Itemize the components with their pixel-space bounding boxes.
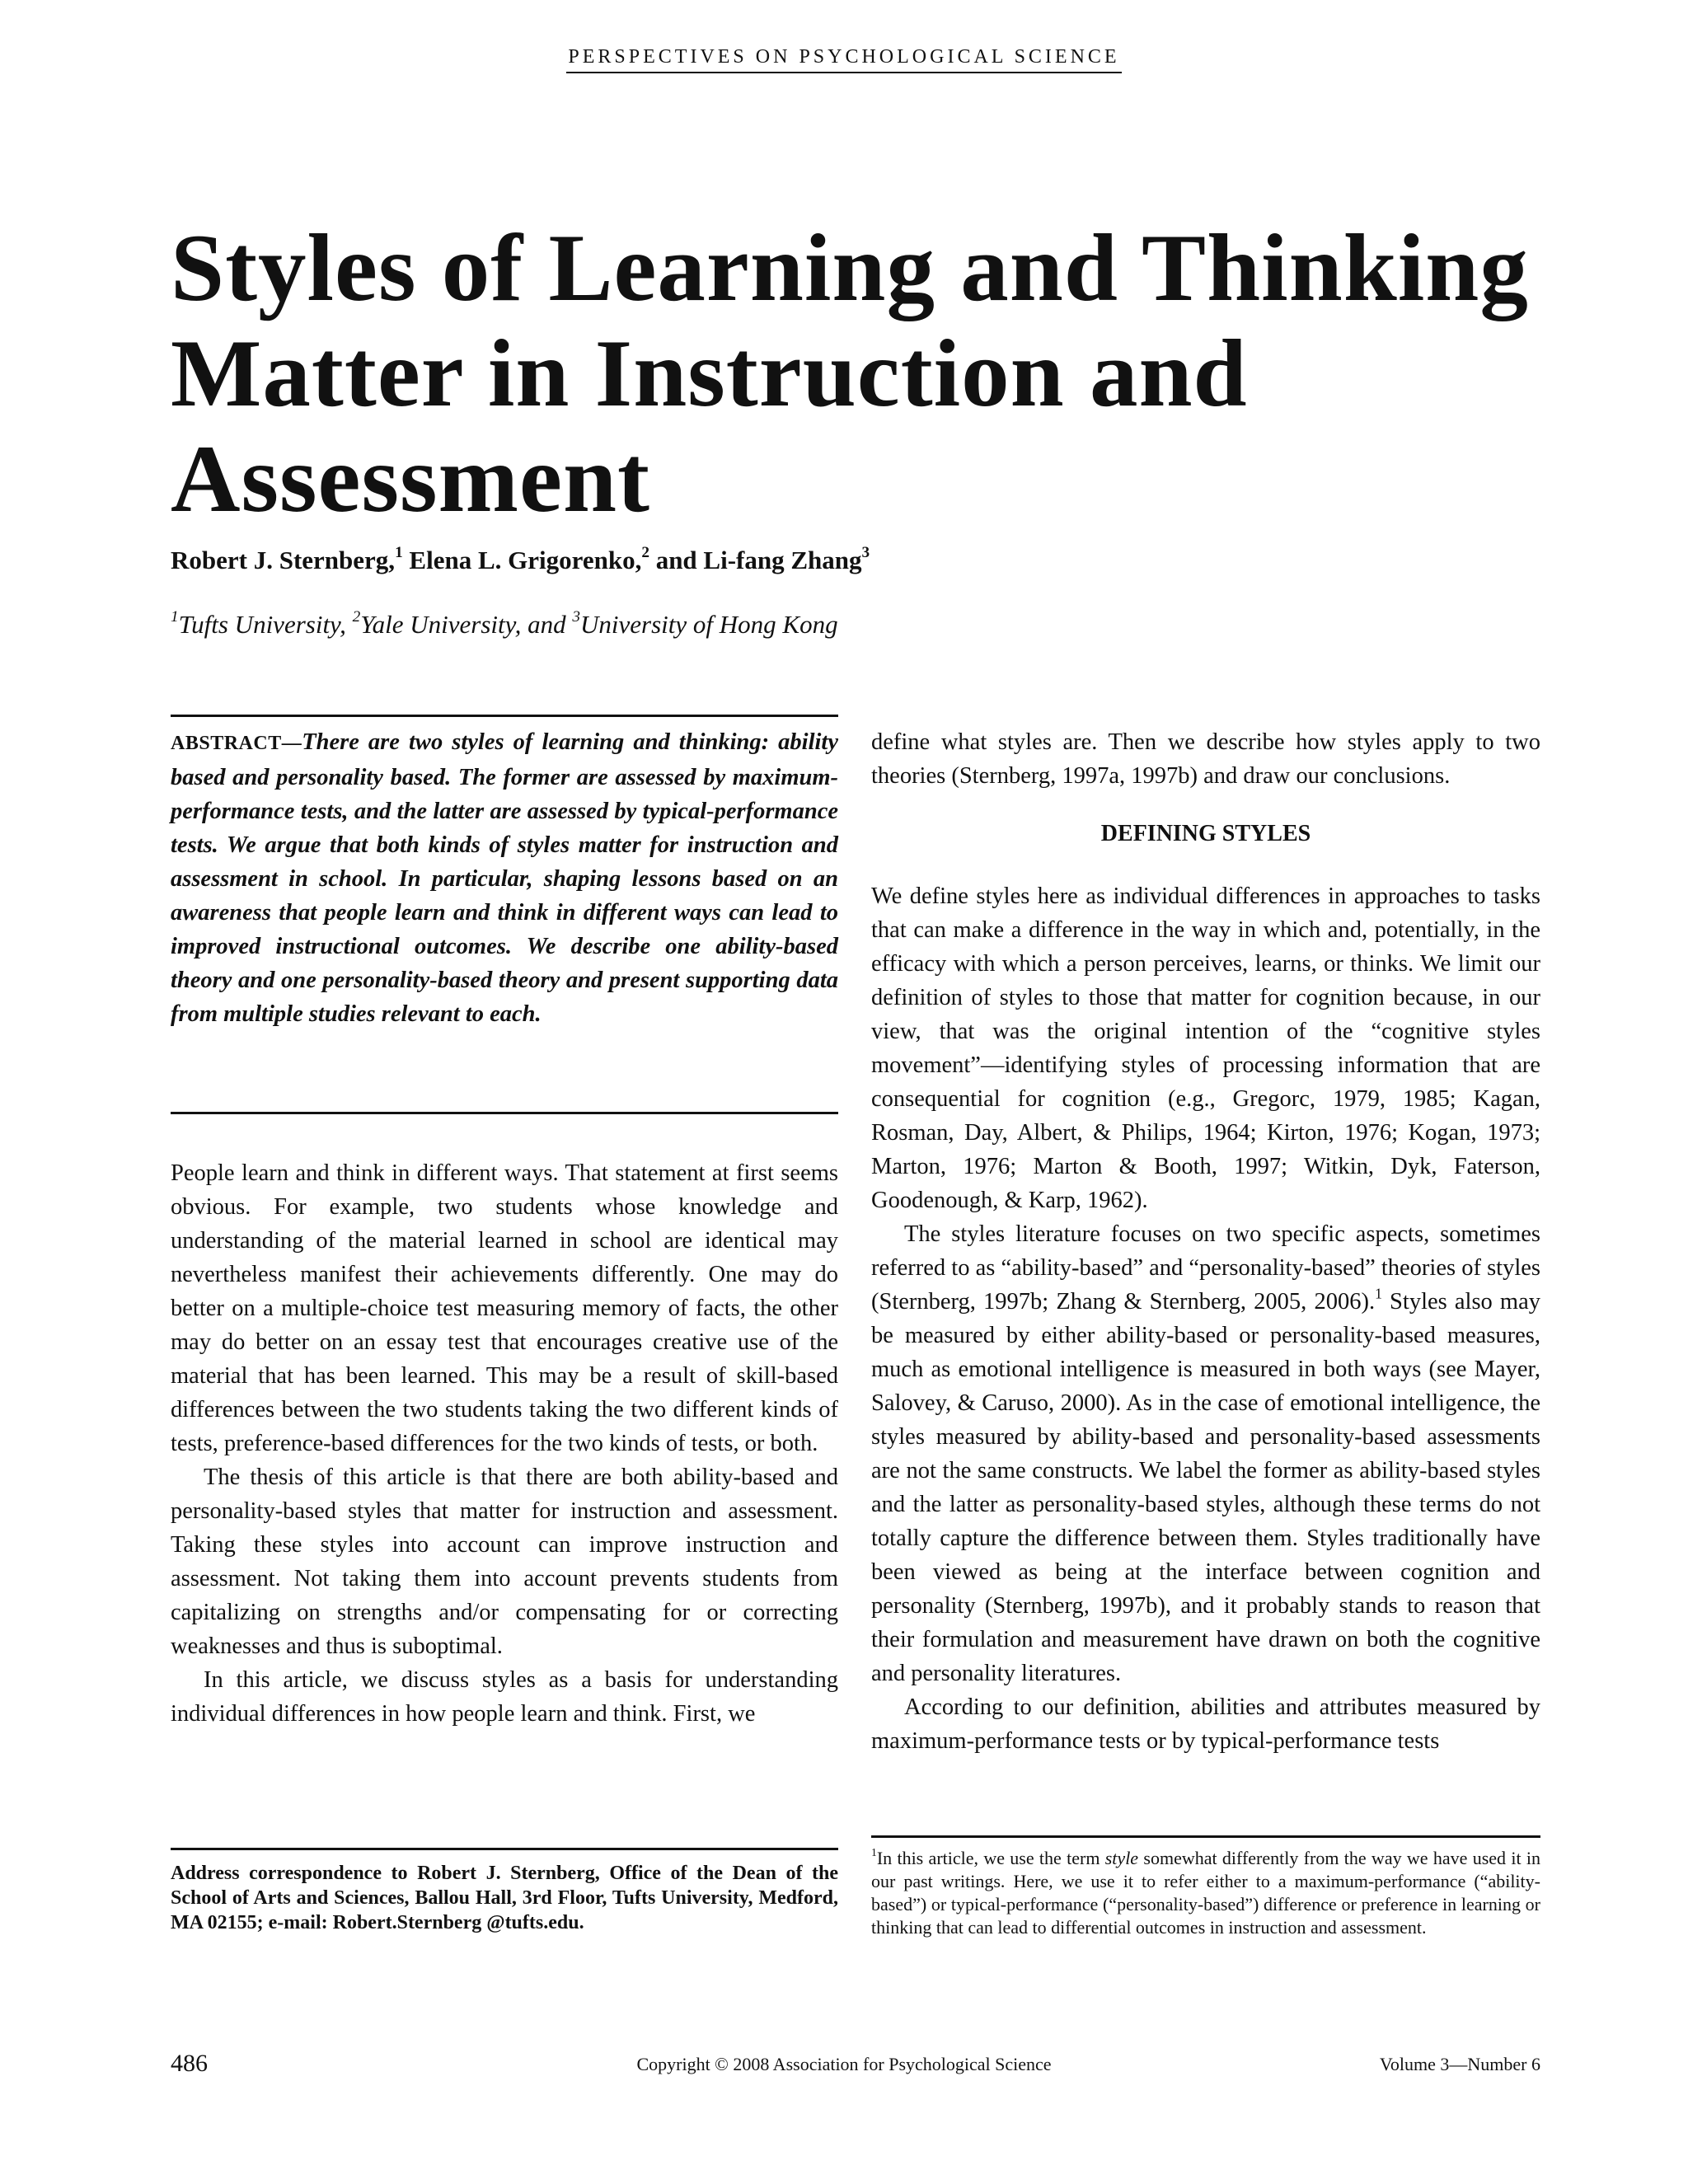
running-header bbox=[0, 46, 1688, 73]
abstract-text: There are two styles of learning and thinking: ability based and personality based. The former are assessed by maximum-performance tests, and the latter are assessed by typical-performance tests. We argue that both kinds of styles matter for instruction and assessment in school. In particular, shaping lessons based on an awareness that people learn and think in different ways can lead to improved instructional outcomes. We describe one ability-based theory and one personality-based theory and present supporting data from multiple studies relevant to each. bbox=[171, 729, 838, 1027]
title-line: Matter in Instruction and bbox=[171, 321, 1248, 427]
left-column-body bbox=[171, 1156, 838, 1731]
author-affiliation-marker: 1 bbox=[395, 544, 403, 562]
abstract-label: ABSTRACT— bbox=[171, 733, 302, 754]
footnote-text: In this article, we use the term bbox=[876, 1848, 1105, 1868]
volume-issue: Volume 3—Number 6 bbox=[1379, 2054, 1540, 2074]
affiliations bbox=[171, 610, 838, 640]
author-affiliation-marker: 2 bbox=[641, 544, 649, 562]
affiliation: Tufts University, bbox=[178, 610, 353, 639]
footnote-number: 1 bbox=[871, 1846, 877, 1859]
page-number: 486 bbox=[171, 2050, 208, 2077]
affiliation: Yale University, and bbox=[360, 610, 573, 639]
right-column-body bbox=[871, 725, 1540, 1758]
copyright-notice: Copyright © 2008 Association for Psychological Science bbox=[636, 2054, 1052, 2074]
body-paragraph: define what styles are. Then we describe how styles apply to two theories (Sternberg, 1997a, 1997b) and draw our conclusions. bbox=[871, 729, 1540, 789]
footnote-rule bbox=[871, 1835, 1540, 1838]
abstract-bottom-rule bbox=[171, 1112, 838, 1114]
affiliation-marker: 1 bbox=[171, 608, 179, 626]
section-heading: DEFINING STYLES bbox=[1100, 821, 1311, 846]
author-affiliation-marker: 3 bbox=[861, 544, 870, 562]
body-paragraph: In this article, we discuss styles as a basis for understanding individual differences in how people learn and think. First, we bbox=[171, 1667, 838, 1727]
author-name: and Li-fang Zhang bbox=[649, 546, 862, 574]
correspondence-note: Address correspondence to Robert J. Sternberg, Office of the Dean of the School of Arts and Sciences, Ballou Hall, 3rd Floor, Tufts University, Medford, MA 02155; e-mail: Robert.Sternberg @tufts.edu. bbox=[171, 1863, 838, 1933]
footnote-marker[interactable]: 1 bbox=[1375, 1285, 1382, 1302]
affiliation-marker: 3 bbox=[572, 608, 581, 626]
abstract-top-rule bbox=[171, 715, 838, 717]
body-paragraph: People learn and think in different ways. That statement at first seems obvious. For example, two students whose knowledge and understanding of the material learned in school are identical may nevertheless manifest their achievements differently. One may do better on a multiple-choice test measuring memory of facts, the other may do better on an essay test that encourages creative use of the material that has been learned. This may be a result of skill-based differences between the two students taking the two different kinds of tests, preference-based differences for the two kinds of tests, or both. bbox=[171, 1160, 838, 1456]
author-name: Elena L. Grigorenko, bbox=[402, 546, 642, 574]
body-paragraph: We define styles here as individual differences in approaches to tasks that can make a difference in the way in which and, potentially, in the efficacy with which a person perceives, learns, or thinks. We limit our definition of styles to those that matter for cognition because, in our view, that was the original intention of the “cognitive styles movement”—identifying styles of processing information that are consequential for cognition (e.g., Gregorc, 1979, 1985; Kagan, Rosman, Day, Albert, & Philips, 1964; Kirton, 1976; Kogan, 1973; Marton, 1976; Marton & Booth, 1997; Witkin, Dyk, Faterson, Goodenough, & Karp, 1962). bbox=[871, 883, 1540, 1213]
title-line: Styles of Learning and Thinking bbox=[171, 215, 1529, 321]
body-paragraph: The thesis of this article is that there are both ability-based and personality-based styles that matter for instruction and assessment. Taking these styles into account can improve instruction and assessment. Not taking them into account prevents students from capitalizing on strengths and/or compensating for or correcting weaknesses and thus is suboptimal. bbox=[171, 1465, 838, 1659]
author-list bbox=[171, 546, 870, 575]
abstract bbox=[171, 725, 838, 1031]
journal-name: PERSPECTIVES ON PSYCHOLOGICAL SCIENCE bbox=[566, 46, 1121, 73]
author-name: Robert J. Sternberg, bbox=[171, 546, 396, 574]
footnote-emphasis: style bbox=[1104, 1848, 1139, 1868]
paragraph-text: The styles literature focuses on two specific aspects, sometimes referred to as “ability-based” and “personality-based” theories of styles (Sternberg, 1997b; Zhang & Sternberg, 2005, 2006). bbox=[871, 1221, 1540, 1315]
affiliation: University of Hong Kong bbox=[580, 610, 838, 639]
footnote-text: somewhat differently from the way we have used it in our past writings. Here, we use it to refer either to a maximum-performance (“ability-based”) or typical-performance (“personality-based”) difference or preference in learning or thinking that can lead to differential outcomes in instruction and assessment. bbox=[871, 1848, 1540, 1938]
title-line: Assessment bbox=[171, 426, 650, 532]
body-paragraph bbox=[871, 1217, 1540, 1690]
paragraph-text: Styles also may be measured by either ability-based or personality-based measures, much as emotional intelligence is measured in both ways (see Mayer, Salovey, & Caruso, 2000). As in the case of emotional intelligence, the styles measured by ability-based and personality-based assessments are not the same constructs. We label the former as ability-based styles and the latter as personality-based styles, although these terms do not totally capture the difference between them. Styles traditionally have been viewed as being at the interface between cognition and personality (Sternberg, 1997b), and it probably stands to reason that their formulation and measurement have drawn on both the cognitive and personality literatures. bbox=[871, 1289, 1540, 1686]
body-paragraph: According to our definition, abilities and attributes measured by maximum-performance tests or by typical-performance tests bbox=[871, 1694, 1540, 1754]
affiliation-marker: 2 bbox=[352, 608, 361, 626]
footnote bbox=[871, 1847, 1540, 1939]
correspondence-rule bbox=[171, 1848, 838, 1850]
article-title bbox=[171, 216, 1555, 532]
